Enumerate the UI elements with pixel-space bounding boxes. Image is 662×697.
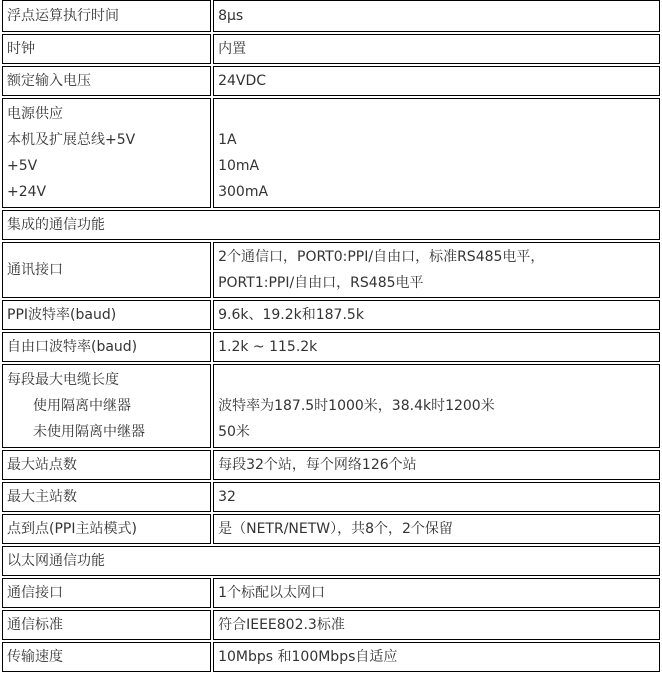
- spec-label: 使用隔离中继器: [33, 398, 131, 414]
- table-row: [2, 642, 660, 672]
- section-row: [2, 210, 660, 240]
- table-row: [2, 300, 660, 330]
- spec-value-group: [213, 242, 660, 298]
- spec-label: 电源供应: [7, 106, 63, 122]
- table-row: [2, 610, 660, 640]
- spec-value: 10Mbps 和100Mbps自适应: [213, 642, 660, 672]
- table-row: [2, 450, 660, 480]
- spec-value: 波特率为187.5时1000米，38.4k时1200米: [218, 398, 495, 414]
- spec-value-group: [213, 364, 660, 448]
- spec-label: 通信接口: [2, 578, 211, 608]
- spec-label: +24V: [7, 184, 47, 200]
- spec-label-group: [2, 98, 211, 208]
- table-row: [2, 66, 660, 96]
- spec-value: 1.2k ~ 115.2k: [213, 332, 660, 362]
- spec-value: 每段32个站，每个网络126个站: [213, 450, 660, 480]
- spec-value: PORT1:PPI/自由口，RS485电平: [218, 275, 424, 291]
- section-row: [2, 546, 660, 576]
- spec-label-group: [2, 364, 211, 448]
- spec-value: 是（NETR/NETW），共8个，2个保留: [213, 514, 660, 544]
- spec-label: 最大站点数: [2, 450, 211, 480]
- table-row: [2, 578, 660, 608]
- table-row: [2, 514, 660, 544]
- spec-value: 10mA: [218, 158, 260, 174]
- spec-value: 1个标配以太网口: [213, 578, 660, 608]
- spec-label: 浮点运算执行时间: [2, 0, 211, 32]
- spec-label: PPI波特率(baud): [2, 300, 211, 330]
- spec-label: 传输速度: [2, 642, 211, 672]
- table-row: [2, 34, 660, 64]
- spec-value: 50米: [218, 424, 250, 440]
- spec-value: 2个通信口，PORT0:PPI/自由口，标准RS485电平，: [218, 249, 545, 265]
- table-row: [2, 364, 660, 448]
- section-title: 集成的通信功能: [2, 210, 660, 240]
- spec-label: 未使用隔离中继器: [33, 424, 145, 440]
- spec-value: [218, 101, 655, 127]
- spec-label: 本机及扩展总线+5V: [7, 132, 136, 148]
- spec-value: [218, 367, 655, 393]
- table-row: [2, 0, 660, 32]
- section-title: 以太网通信功能: [2, 546, 660, 576]
- spec-value: 1A: [218, 132, 237, 148]
- spec-label: 时钟: [2, 34, 211, 64]
- table-row: [2, 98, 660, 208]
- spec-label: 通讯接口: [2, 242, 211, 298]
- spec-label: 额定输入电压: [2, 66, 211, 96]
- spec-value: 24VDC: [213, 66, 660, 96]
- spec-value: 300mA: [218, 184, 269, 200]
- spec-label: +5V: [7, 158, 38, 174]
- spec-value: 8μs: [213, 0, 660, 32]
- spec-value: 9.6k、19.2k和187.5k: [213, 300, 660, 330]
- table-row: [2, 482, 660, 512]
- spec-value-group: [213, 98, 660, 208]
- table-row: [2, 332, 660, 362]
- spec-label: 最大主站数: [2, 482, 211, 512]
- spec-label: 每段最大电缆长度: [7, 372, 119, 388]
- spec-value: 32: [213, 482, 660, 512]
- spec-label: 自由口波特率(baud): [2, 332, 211, 362]
- spec-value: 内置: [213, 34, 660, 64]
- spec-label: 通信标准: [2, 610, 211, 640]
- spec-label: 点到点(PPI主站模式): [2, 514, 211, 544]
- spec-value: 符合IEEE802.3标准: [213, 610, 660, 640]
- table-row: [2, 242, 660, 298]
